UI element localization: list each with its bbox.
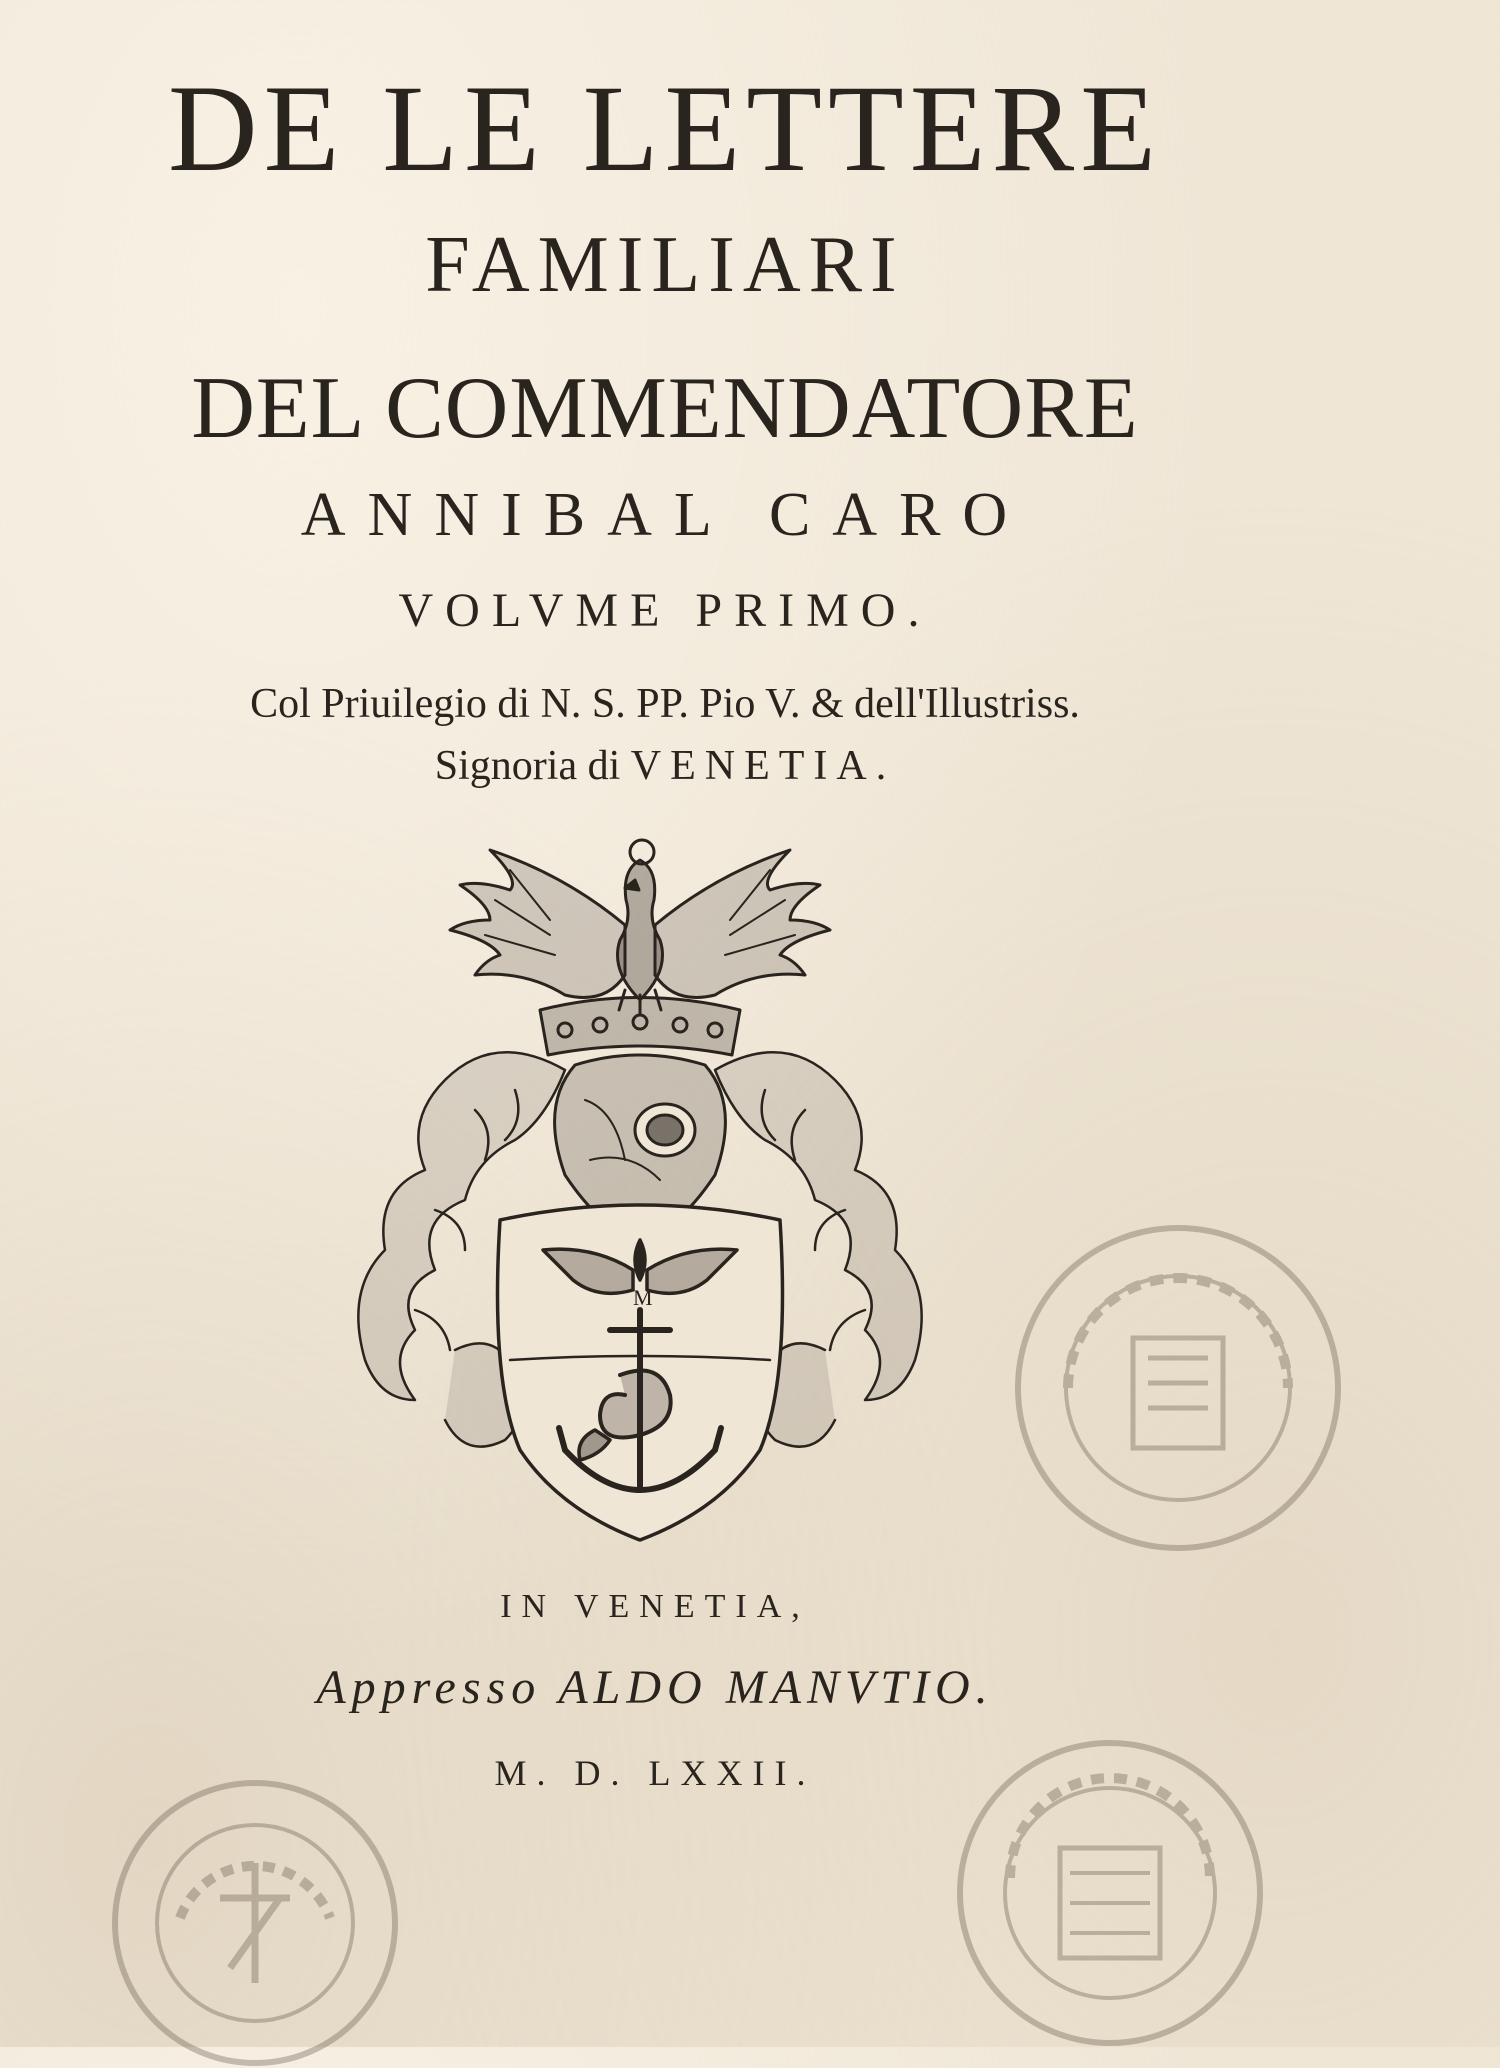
svg-text:M: M xyxy=(633,1285,653,1310)
printer-prefix: Appresso xyxy=(316,1661,542,1714)
title-line-3: DEL COMMENDATORE xyxy=(191,360,1139,457)
title-line-2: FAMILIARI xyxy=(425,221,905,309)
privilege-line-2 xyxy=(20,742,1310,790)
crown xyxy=(540,998,740,1056)
volume-label: VOLVME PRIMO. xyxy=(398,584,932,637)
privilege-prefix: Signoria di xyxy=(434,743,621,789)
crest-eagle xyxy=(450,840,830,1015)
library-stamp-bottom-left-icon xyxy=(100,1768,410,2068)
imprint-printer xyxy=(10,1660,1300,1715)
author-name: ANNIBAL CARO xyxy=(300,481,1030,549)
imprint-date: M. D. LXXII. xyxy=(494,1753,816,1793)
title-line-1: DE LE LETTERE xyxy=(168,60,1162,197)
privilege-city: VENETIA. xyxy=(630,743,896,789)
shield xyxy=(498,1205,783,1540)
library-stamp-right-icon xyxy=(1008,1218,1348,1558)
library-stamp-bottom-right-icon xyxy=(950,1728,1270,2058)
imprint-place: IN VENETIA, xyxy=(500,1588,810,1625)
privilege-line-1: Col Priuilegio di N. S. PP. Pio V. & dell'Illustriss. xyxy=(250,681,1080,727)
printer-name: ALDO MANVTIO. xyxy=(558,1661,994,1714)
coat-of-arms-eagle-anchor-dolphin-icon xyxy=(335,830,945,1560)
